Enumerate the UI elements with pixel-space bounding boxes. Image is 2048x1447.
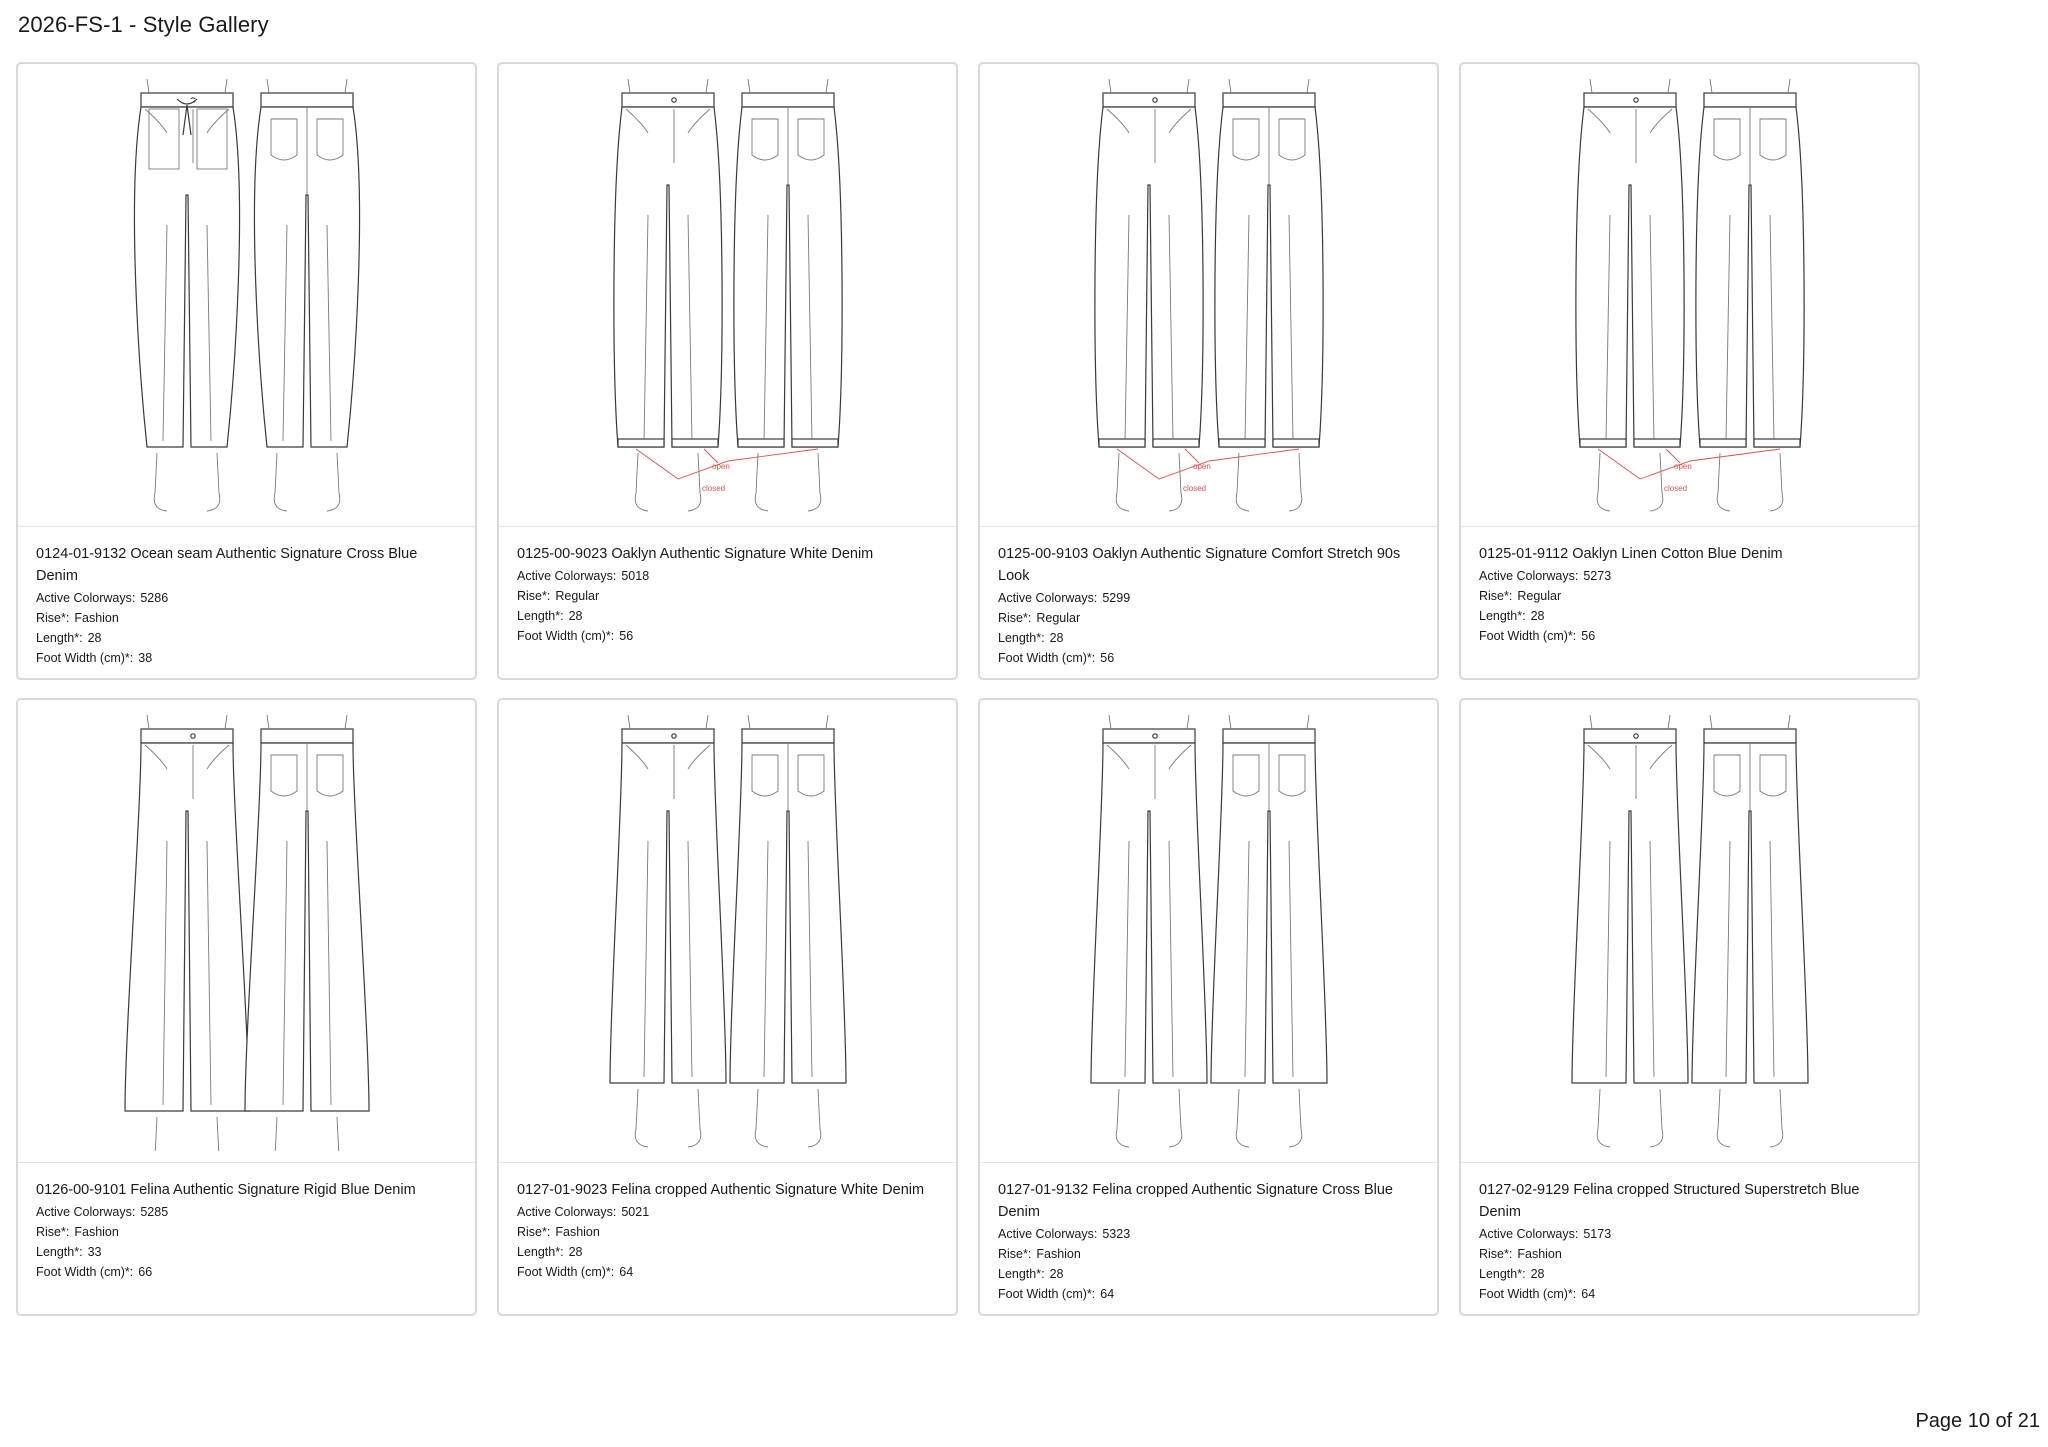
- length-value: 28: [1049, 631, 1064, 645]
- style-details: [1461, 1163, 1918, 1304]
- active-colorways: [1479, 1224, 1900, 1244]
- rise: [517, 1222, 938, 1242]
- foot-width-label: Foot Width (cm)* :: [517, 629, 614, 643]
- style-name: 0127-01-9132 Felina cropped Authentic Signature Cross Blue Denim: [998, 1182, 1393, 1220]
- rise-label: Rise* :: [1479, 589, 1512, 603]
- foot-width-label: Foot Width (cm)* :: [1479, 1287, 1576, 1301]
- length: [36, 628, 457, 648]
- foot-width-label: Foot Width (cm)* :: [517, 1265, 614, 1279]
- cropped-flare-sketch: [980, 700, 1437, 1163]
- length-label: Length* :: [1479, 1267, 1526, 1281]
- rise-label: Rise* :: [1479, 1247, 1512, 1261]
- rise-label: Rise* :: [36, 611, 69, 625]
- foot-width: [1479, 626, 1900, 646]
- style-name: 0125-00-9103 Oaklyn Authentic Signature Comfort Stretch 90s Look: [998, 546, 1401, 584]
- style-card[interactable]: [497, 62, 958, 680]
- style-card[interactable]: [16, 62, 477, 680]
- style-details: [980, 1163, 1437, 1304]
- rise-label: Rise* :: [998, 1247, 1031, 1261]
- length-value: 28: [1530, 609, 1545, 623]
- foot-width-value: 56: [1100, 651, 1115, 665]
- active-colorways: [998, 588, 1419, 608]
- style-card[interactable]: [497, 698, 958, 1316]
- style-card[interactable]: [978, 698, 1439, 1316]
- style-gallery-grid: [16, 62, 1920, 1316]
- active-colorways-value: 5273: [1583, 569, 1612, 583]
- style-name: 0124-01-9132 Ocean seam Authentic Signature Cross Blue Denim: [36, 546, 418, 584]
- style-details: [18, 527, 475, 668]
- rise-value: Fashion: [1517, 1247, 1562, 1261]
- rise-value: Regular: [1036, 611, 1081, 625]
- length-label: Length* :: [517, 1245, 564, 1259]
- foot-width: [998, 1284, 1419, 1304]
- length: [1479, 606, 1900, 626]
- length: [998, 628, 1419, 648]
- length: [517, 606, 938, 626]
- rise: [517, 586, 938, 606]
- foot-width: [517, 1262, 938, 1282]
- length-value: 28: [568, 609, 583, 623]
- barrel-drawstring-sketch: [18, 64, 475, 527]
- rise-label: Rise* :: [517, 1225, 550, 1239]
- active-colorways-value: 5323: [1102, 1227, 1131, 1241]
- wide-leg-cuffed-sketch: [1461, 64, 1918, 527]
- foot-width: [517, 626, 938, 646]
- length: [36, 1242, 457, 1262]
- style-name: 0126-00-9101 Felina Authentic Signature Rigid Blue Denim: [36, 1182, 416, 1198]
- rise: [36, 1222, 457, 1242]
- rise: [998, 608, 1419, 628]
- style-details: [18, 1163, 475, 1282]
- rise-label: Rise* :: [36, 1225, 69, 1239]
- rise: [998, 1244, 1419, 1264]
- active-colorways: [517, 566, 938, 586]
- length-label: Length* :: [998, 1267, 1045, 1281]
- rise-value: Regular: [555, 589, 600, 603]
- style-name: 0127-01-9023 Felina cropped Authentic Signature White Denim: [517, 1182, 925, 1198]
- length-value: 33: [87, 1245, 102, 1259]
- active-colorways-value: 5299: [1102, 591, 1131, 605]
- active-colorways-label: Active Colorways :: [36, 1205, 135, 1219]
- closed-annotation: closed: [701, 484, 725, 493]
- length: [998, 1264, 1419, 1284]
- length: [1479, 1264, 1900, 1284]
- active-colorways-label: Active Colorways :: [517, 569, 616, 583]
- style-details: [499, 527, 956, 646]
- length-label: Length* :: [36, 631, 83, 645]
- open-annotation: open: [711, 462, 730, 471]
- cropped-flare-sketch: [1461, 700, 1918, 1163]
- style-card[interactable]: [978, 62, 1439, 680]
- active-colorways-value: 5021: [621, 1205, 650, 1219]
- open-annotation: open: [1673, 462, 1692, 471]
- cropped-flare-sketch: [499, 700, 956, 1163]
- foot-width-value: 64: [619, 1265, 634, 1279]
- active-colorways-value: 5286: [140, 591, 169, 605]
- foot-width-label: Foot Width (cm)* :: [36, 651, 133, 665]
- wide-leg-cuffed-sketch: [980, 64, 1437, 527]
- length-label: Length* :: [517, 609, 564, 623]
- length-value: 28: [568, 1245, 583, 1259]
- foot-width-value: 38: [138, 651, 153, 665]
- active-colorways-value: 5285: [140, 1205, 169, 1219]
- rise-value: Regular: [1517, 589, 1562, 603]
- length: [517, 1242, 938, 1262]
- closed-annotation: closed: [1182, 484, 1206, 493]
- length-label: Length* :: [998, 631, 1045, 645]
- style-card[interactable]: [1459, 698, 1920, 1316]
- active-colorways-label: Active Colorways :: [998, 1227, 1097, 1241]
- length-label: Length* :: [36, 1245, 83, 1259]
- active-colorways: [998, 1224, 1419, 1244]
- foot-width-label: Foot Width (cm)* :: [998, 651, 1095, 665]
- foot-width-label: Foot Width (cm)* :: [36, 1265, 133, 1279]
- foot-width-value: 66: [138, 1265, 153, 1279]
- foot-width-value: 56: [619, 629, 634, 643]
- style-name: 0125-01-9112 Oaklyn Linen Cotton Blue Denim: [1479, 546, 1783, 562]
- foot-width-label: Foot Width (cm)* :: [1479, 629, 1576, 643]
- style-details: [499, 1163, 956, 1282]
- rise-value: Fashion: [74, 1225, 119, 1239]
- active-colorways-value: 5018: [621, 569, 650, 583]
- rise: [1479, 586, 1900, 606]
- length-label: Length* :: [1479, 609, 1526, 623]
- style-details: [1461, 527, 1918, 646]
- page-number: Page 10 of 21: [1915, 1410, 2040, 1432]
- open-annotation: open: [1192, 462, 1211, 471]
- rise-label: Rise* :: [517, 589, 550, 603]
- rise-value: Fashion: [555, 1225, 600, 1239]
- foot-width: [998, 648, 1419, 668]
- length-value: 28: [1049, 1267, 1064, 1281]
- active-colorways: [1479, 566, 1900, 586]
- active-colorways-label: Active Colorways :: [1479, 1227, 1578, 1241]
- page-title: 2026-FS-1 - Style Gallery: [18, 12, 269, 37]
- rise-value: Fashion: [74, 611, 119, 625]
- style-details: [980, 527, 1437, 668]
- foot-width: [1479, 1284, 1900, 1304]
- foot-width-value: 64: [1581, 1287, 1596, 1301]
- length-value: 28: [87, 631, 102, 645]
- foot-width: [36, 1262, 457, 1282]
- rise: [36, 608, 457, 628]
- active-colorways-value: 5173: [1583, 1227, 1612, 1241]
- style-card[interactable]: [16, 698, 477, 1316]
- active-colorways: [36, 588, 457, 608]
- active-colorways-label: Active Colorways :: [36, 591, 135, 605]
- rise-label: Rise* :: [998, 611, 1031, 625]
- rise-value: Fashion: [1036, 1247, 1081, 1261]
- length-value: 28: [1530, 1267, 1545, 1281]
- active-colorways: [517, 1202, 938, 1222]
- foot-width-value: 64: [1100, 1287, 1115, 1301]
- active-colorways: [36, 1202, 457, 1222]
- style-card[interactable]: [1459, 62, 1920, 680]
- rise: [1479, 1244, 1900, 1264]
- closed-annotation: closed: [1663, 484, 1687, 493]
- active-colorways-label: Active Colorways :: [1479, 569, 1578, 583]
- style-name: 0125-00-9023 Oaklyn Authentic Signature White Denim: [517, 546, 874, 562]
- foot-width-label: Foot Width (cm)* :: [998, 1287, 1095, 1301]
- foot-width: [36, 648, 457, 668]
- foot-width-value: 56: [1581, 629, 1596, 643]
- active-colorways-label: Active Colorways :: [517, 1205, 616, 1219]
- style-name: 0127-02-9129 Felina cropped Structured Superstretch Blue Denim: [1479, 1182, 1860, 1220]
- flare-leg-sketch: [18, 700, 475, 1163]
- wide-leg-cuffed-sketch: [499, 64, 956, 527]
- active-colorways-label: Active Colorways :: [998, 591, 1097, 605]
